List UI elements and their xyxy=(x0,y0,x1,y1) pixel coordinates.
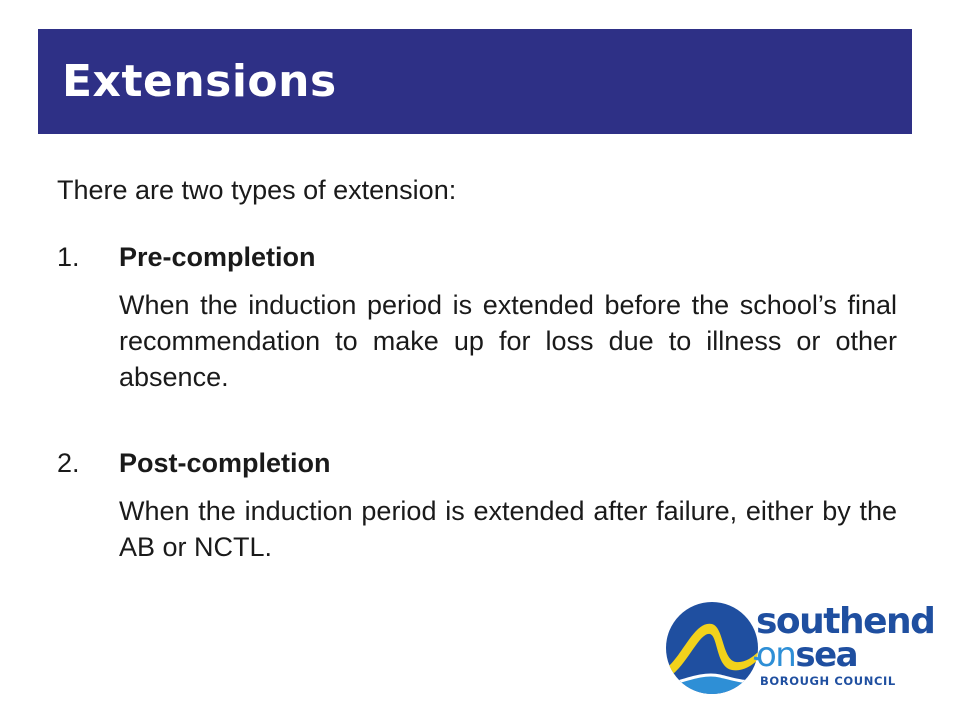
list-item-label: Post-completion xyxy=(119,448,331,478)
logo-word-on: on xyxy=(756,635,796,675)
slide-title: Extensions xyxy=(62,56,337,107)
logo-word-onsea xyxy=(756,635,934,675)
list-item-pre-completion xyxy=(57,237,897,395)
logo-word-southend: southend xyxy=(756,601,935,642)
list-item-heading xyxy=(57,443,897,483)
logo-borough-council: BOROUGH COUNCIL xyxy=(760,674,896,688)
list-item-description: When the induction period is extended after failure, either by the AB or NCTL. xyxy=(119,496,897,562)
list-item-number: 2. xyxy=(57,448,80,478)
intro-text: There are two types of extension: xyxy=(57,175,457,205)
southend-council-logo xyxy=(664,600,936,696)
list-item-number: 1. xyxy=(57,242,80,272)
list-item-heading xyxy=(57,237,897,277)
logo-wordmark xyxy=(756,601,935,675)
title-banner xyxy=(38,29,912,134)
logo-word-sea: sea xyxy=(795,635,858,675)
list-item-description: When the induction period is extended before the school’s final recommendation to make up for loss due to illness or other absence. xyxy=(119,290,897,392)
list-item-label: Pre-completion xyxy=(119,242,316,272)
list-item-post-completion xyxy=(57,443,897,565)
southend-wave-logo-icon xyxy=(664,600,760,696)
